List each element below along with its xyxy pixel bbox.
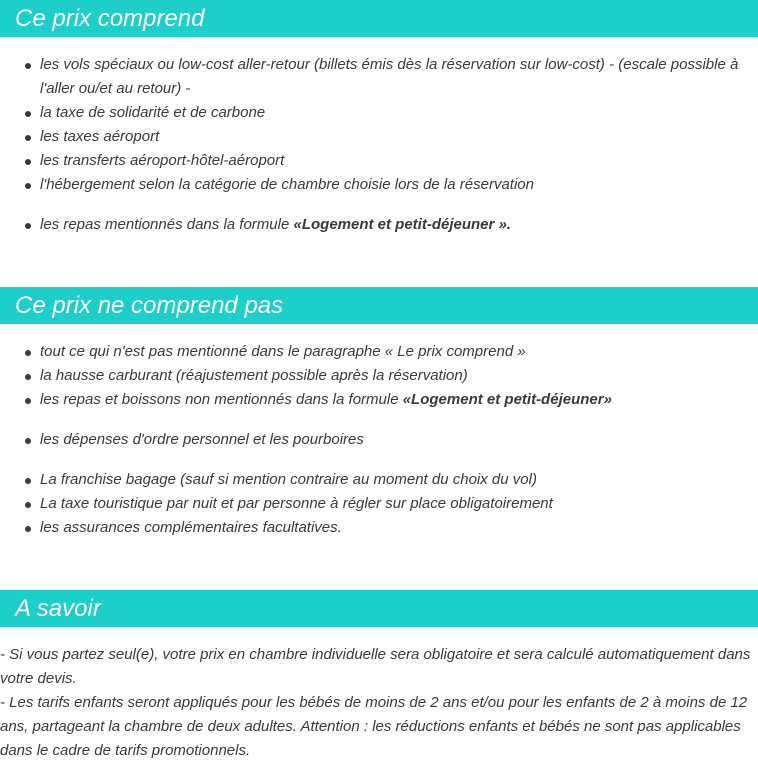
list-item: les repas et boissons non mentionnés dans la formule «Logement et petit-déjeuner»: [0, 388, 758, 412]
list-item: la hausse carburant (réajustement possible après la réservation): [0, 364, 758, 388]
section-title-included: Ce prix comprend: [0, 0, 758, 37]
paragraph-children-rates: - Les tarifs enfants seront appliqués pour les bébés de moins de 2 ans et/ou pour les enfants de 2 à moins de 12 ans, partageant la chambre de deux adultes. Attention : les réductions enfants et bébés ne sont pas applicables dans le cadre de tarifs promotionnels.: [0, 694, 748, 759]
section-good-to-know: [0, 590, 758, 763]
list-item: l'hébergement selon la catégorie de chambre choisie lors de la réservation: [0, 173, 758, 197]
list-item: les taxes aéroport: [0, 125, 758, 149]
list-item: La franchise bagage (sauf si mention contraire au moment du choix du vol): [0, 468, 758, 492]
good-to-know-text: [0, 643, 758, 763]
list-item: les transferts aéroport-hôtel-aéroport: [0, 149, 758, 173]
not-included-list: [0, 340, 758, 540]
list-item: la taxe de solidarité et de carbone: [0, 101, 758, 125]
list-item: La taxe touristique par nuit et par personne à régler sur place obligatoirement: [0, 492, 758, 516]
list-item: les repas mentionnés dans la formule «Logement et petit-déjeuner ».: [0, 213, 758, 237]
list-item: les dépenses d'ordre personnel et les pourboires: [0, 428, 758, 452]
section-title-good-to-know: A savoir: [0, 590, 758, 627]
section-title-not-included: Ce prix ne comprend pas: [0, 287, 758, 324]
list-item: les assurances complémentaires facultatives.: [0, 516, 758, 540]
paragraph-single-room: - Si vous partez seul(e), votre prix en chambre individuelle sera obligatoire et sera calculé automatiquement dans votre devis.: [0, 646, 751, 687]
list-item: tout ce qui n'est pas mentionné dans le paragraphe « Le prix comprend »: [0, 340, 758, 364]
section-included: [0, 0, 758, 237]
included-list: [0, 53, 758, 237]
list-item: les vols spéciaux ou low-cost aller-retour (billets émis dès la réservation sur low-cost) - (escale possible à l'aller ou/et au retour) -: [0, 53, 758, 101]
section-not-included: [0, 287, 758, 540]
